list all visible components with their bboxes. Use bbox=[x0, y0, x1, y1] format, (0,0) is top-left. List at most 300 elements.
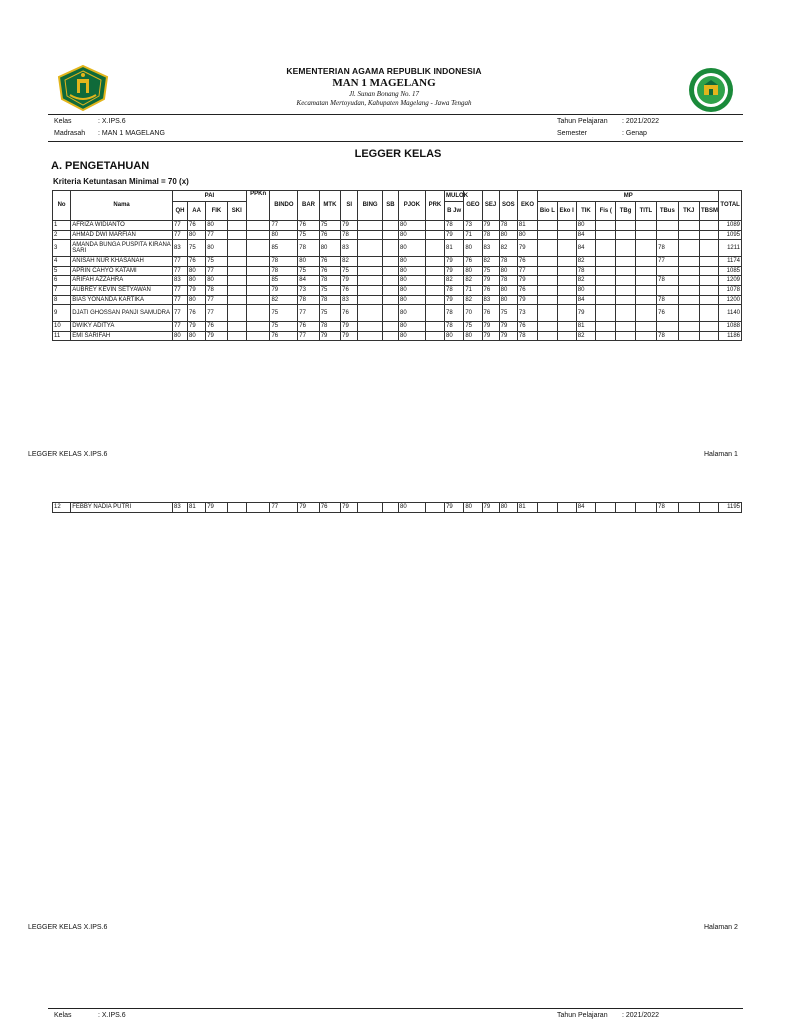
score-cell: 83 bbox=[482, 295, 499, 305]
score-cell bbox=[616, 285, 635, 295]
score-cell bbox=[557, 276, 576, 286]
col-fis: Fis ( bbox=[596, 202, 616, 221]
row-total: 1089 bbox=[719, 221, 742, 231]
col-ekoi: Eko I bbox=[557, 202, 576, 221]
col-mtk: MTK bbox=[319, 191, 340, 221]
score-cell: 82 bbox=[499, 240, 517, 257]
score-cell: 78 bbox=[657, 295, 678, 305]
score-cell bbox=[616, 503, 635, 513]
score-cell bbox=[227, 331, 246, 341]
score-cell bbox=[596, 331, 616, 341]
score-cell bbox=[557, 221, 576, 231]
col-eko: EKO bbox=[517, 191, 537, 221]
row-name: AFRIZA WIDIANTO bbox=[71, 221, 173, 231]
score-cell bbox=[616, 295, 635, 305]
score-cell bbox=[382, 285, 398, 295]
score-cell bbox=[596, 285, 616, 295]
kelas-value: : X.IPS.6 bbox=[98, 118, 126, 125]
score-cell bbox=[635, 221, 656, 231]
score-cell: 76 bbox=[464, 257, 482, 267]
score-cell bbox=[699, 230, 718, 240]
row-name: FEBBY NADIA PUTRI bbox=[71, 503, 173, 513]
score-cell bbox=[227, 240, 246, 257]
score-cell bbox=[635, 285, 656, 295]
score-cell bbox=[657, 285, 678, 295]
score-cell: 79 bbox=[517, 295, 537, 305]
madrasah-label: Madrasah bbox=[54, 130, 86, 137]
score-cell bbox=[538, 322, 557, 332]
score-cell: 79 bbox=[482, 322, 499, 332]
score-cell: 80 bbox=[187, 230, 205, 240]
score-cell: 80 bbox=[398, 266, 425, 276]
score-cell bbox=[557, 305, 576, 322]
score-cell: 80 bbox=[319, 240, 340, 257]
row-no: 1 bbox=[53, 221, 71, 231]
score-cell bbox=[382, 266, 398, 276]
score-cell: 77 bbox=[172, 230, 187, 240]
score-cell: 79 bbox=[187, 322, 205, 332]
score-cell bbox=[246, 276, 270, 286]
col-bjw: B Jw bbox=[445, 202, 464, 221]
score-cell: 78 bbox=[482, 230, 499, 240]
score-cell bbox=[425, 285, 444, 295]
score-cell: 80 bbox=[187, 276, 205, 286]
score-cell: 85 bbox=[270, 276, 298, 286]
col-sej: SEJ bbox=[482, 191, 499, 221]
score-cell bbox=[678, 230, 699, 240]
score-cell bbox=[227, 322, 246, 332]
score-cell: 77 bbox=[206, 295, 227, 305]
score-cell: 76 bbox=[319, 257, 340, 267]
col-fik: FIK bbox=[206, 202, 227, 221]
bottom-kelas-value: : X.IPS.6 bbox=[98, 1012, 126, 1019]
score-cell bbox=[596, 230, 616, 240]
score-cell bbox=[635, 240, 656, 257]
table-row bbox=[53, 295, 742, 305]
footer-page1-left: LEGGER KELAS X.IPS.6 bbox=[28, 451, 108, 458]
score-cell: 78 bbox=[657, 331, 678, 341]
score-cell bbox=[678, 266, 699, 276]
score-cell bbox=[227, 305, 246, 322]
score-cell bbox=[538, 276, 557, 286]
score-cell: 78 bbox=[657, 240, 678, 257]
score-cell: 79 bbox=[341, 276, 358, 286]
score-cell bbox=[358, 230, 383, 240]
score-cell: 78 bbox=[206, 285, 227, 295]
score-cell bbox=[227, 285, 246, 295]
score-cell bbox=[382, 240, 398, 257]
score-cell bbox=[678, 276, 699, 286]
score-cell bbox=[382, 276, 398, 286]
score-cell bbox=[557, 266, 576, 276]
score-cell bbox=[699, 285, 718, 295]
score-cell bbox=[382, 322, 398, 332]
score-cell: 71 bbox=[464, 285, 482, 295]
score-cell bbox=[227, 295, 246, 305]
score-cell: 83 bbox=[172, 276, 187, 286]
score-cell: 78 bbox=[576, 266, 595, 276]
score-cell bbox=[227, 230, 246, 240]
score-cell bbox=[358, 285, 383, 295]
table-row bbox=[53, 331, 742, 341]
score-cell: 79 bbox=[445, 266, 464, 276]
score-cell: 78 bbox=[341, 230, 358, 240]
score-cell: 76 bbox=[517, 257, 537, 267]
score-cell: 76 bbox=[319, 503, 340, 513]
score-cell: 79 bbox=[206, 331, 227, 341]
score-cell bbox=[616, 230, 635, 240]
row-no: 5 bbox=[53, 266, 71, 276]
madrasah-value: : MAN 1 MAGELANG bbox=[98, 130, 165, 137]
score-cell: 76 bbox=[319, 230, 340, 240]
score-cell: 76 bbox=[187, 221, 205, 231]
score-cell: 80 bbox=[517, 230, 537, 240]
score-cell: 76 bbox=[517, 285, 537, 295]
kkm-label: Kriteria Ketuntasan Minimal = 70 (x) bbox=[53, 177, 189, 186]
score-cell bbox=[699, 221, 718, 231]
ministry-name: KEMENTERIAN AGAMA REPUBLIK INDONESIA bbox=[286, 66, 482, 76]
score-cell bbox=[358, 322, 383, 332]
score-cell: 82 bbox=[576, 276, 595, 286]
score-cell: 80 bbox=[399, 503, 426, 513]
score-cell: 80 bbox=[398, 295, 425, 305]
score-cell bbox=[358, 295, 383, 305]
row-name: EMI SARIFAH bbox=[71, 331, 173, 341]
score-cell bbox=[557, 230, 576, 240]
score-cell: 76 bbox=[298, 322, 319, 332]
score-cell: 76 bbox=[517, 322, 537, 332]
score-cell: 82 bbox=[445, 276, 464, 286]
score-cell bbox=[382, 230, 398, 240]
score-cell: 80 bbox=[187, 331, 205, 341]
section-title: A. PENGETAHUAN bbox=[51, 160, 150, 172]
score-cell: 83 bbox=[341, 295, 358, 305]
score-cell: 79 bbox=[445, 230, 464, 240]
school-street: Jl. Sunan Bonang No. 17 bbox=[349, 90, 419, 98]
score-cell bbox=[616, 322, 635, 332]
score-cell bbox=[699, 305, 718, 322]
score-cell: 80 bbox=[206, 221, 227, 231]
score-cell bbox=[382, 221, 398, 231]
score-cell bbox=[616, 266, 635, 276]
score-cell: 80 bbox=[206, 276, 227, 286]
score-cell: 78 bbox=[657, 503, 678, 513]
row-name: ARIFAH AZZAHRA bbox=[71, 276, 173, 286]
score-cell bbox=[616, 257, 635, 267]
score-cell: 77 bbox=[172, 305, 187, 322]
score-cell: 78 bbox=[499, 221, 517, 231]
row-name: APRIN CAHYO KATAMI bbox=[71, 266, 173, 276]
score-cell: 77 bbox=[657, 257, 678, 267]
score-cell bbox=[425, 266, 444, 276]
score-cell: 76 bbox=[341, 305, 358, 322]
score-cell: 80 bbox=[464, 240, 482, 257]
score-cell: 77 bbox=[298, 331, 319, 341]
score-cell: 83 bbox=[482, 240, 499, 257]
score-cell: 80 bbox=[464, 503, 482, 513]
col-no: No bbox=[53, 191, 71, 221]
col-pjok: PJOK bbox=[398, 191, 425, 221]
score-cell: 80 bbox=[445, 331, 464, 341]
semester-value: : Genap bbox=[622, 130, 647, 137]
col-mulok: MULOK bbox=[445, 191, 464, 202]
score-cell: 81 bbox=[517, 503, 537, 513]
score-cell: 79 bbox=[341, 322, 358, 332]
score-cell bbox=[635, 257, 656, 267]
table-row bbox=[53, 240, 742, 257]
score-cell: 79 bbox=[499, 322, 517, 332]
score-cell: 78 bbox=[270, 266, 298, 276]
bottom-meta-kelas bbox=[54, 1012, 126, 1019]
score-cell bbox=[678, 503, 699, 513]
table-row bbox=[53, 276, 742, 286]
score-cell: 78 bbox=[517, 331, 537, 341]
score-cell bbox=[538, 230, 557, 240]
score-cell bbox=[557, 257, 576, 267]
score-cell: 83 bbox=[172, 240, 187, 257]
score-cell bbox=[246, 266, 270, 276]
score-cell: 82 bbox=[576, 331, 595, 341]
score-cell: 77 bbox=[270, 503, 298, 513]
score-cell: 82 bbox=[464, 295, 482, 305]
bottom-meta-tahun bbox=[557, 1012, 659, 1019]
score-cell bbox=[538, 266, 557, 276]
row-name: DWIKY ADITYA bbox=[71, 322, 173, 332]
score-cell: 75 bbox=[206, 257, 227, 267]
score-cell: 77 bbox=[172, 295, 187, 305]
score-cell bbox=[635, 503, 656, 513]
score-cell bbox=[538, 295, 557, 305]
score-cell: 78 bbox=[657, 276, 678, 286]
score-cell: 80 bbox=[398, 322, 425, 332]
score-cell bbox=[657, 322, 678, 332]
row-name: DJATI GHOSSAN PANJI SAMUDRA bbox=[71, 305, 173, 322]
score-cell: 77 bbox=[172, 257, 187, 267]
score-cell bbox=[557, 285, 576, 295]
score-cell bbox=[227, 503, 246, 513]
score-cell bbox=[227, 266, 246, 276]
score-cell bbox=[557, 331, 576, 341]
row-total: 1186 bbox=[719, 331, 742, 341]
score-cell: 80 bbox=[398, 230, 425, 240]
score-cell: 79 bbox=[319, 331, 340, 341]
score-cell: 81 bbox=[445, 240, 464, 257]
score-cell bbox=[425, 322, 444, 332]
score-cell bbox=[616, 221, 635, 231]
score-cell bbox=[657, 221, 678, 231]
score-cell: 77 bbox=[517, 266, 537, 276]
row-total: 1209 bbox=[719, 276, 742, 286]
row-name: AUBREY KEVIN SETYAWAN bbox=[71, 285, 173, 295]
score-cell bbox=[557, 240, 576, 257]
score-cell: 80 bbox=[398, 221, 425, 231]
col-ski: SKI bbox=[227, 202, 246, 221]
col-mp: MP bbox=[538, 191, 719, 202]
score-cell: 80 bbox=[187, 266, 205, 276]
score-cell bbox=[246, 230, 270, 240]
score-cell: 80 bbox=[398, 285, 425, 295]
score-cell: 80 bbox=[398, 257, 425, 267]
school-name: MAN 1 MAGELANG bbox=[332, 77, 436, 89]
score-cell: 79 bbox=[445, 503, 464, 513]
score-cell: 76 bbox=[482, 285, 499, 295]
score-cell: 79 bbox=[341, 331, 358, 341]
score-cell: 77 bbox=[172, 322, 187, 332]
score-cell: 83 bbox=[341, 240, 358, 257]
score-cell bbox=[382, 503, 398, 513]
score-cell bbox=[382, 305, 398, 322]
score-cell: 81 bbox=[517, 221, 537, 231]
score-cell bbox=[596, 257, 616, 267]
score-cell bbox=[635, 295, 656, 305]
score-cell: 76 bbox=[341, 285, 358, 295]
row-total: 1095 bbox=[719, 230, 742, 240]
score-cell bbox=[699, 331, 718, 341]
meta-kelas bbox=[54, 118, 126, 125]
score-cell: 80 bbox=[398, 276, 425, 286]
col-ppkn: PPKn bbox=[246, 191, 270, 221]
score-cell: 79 bbox=[482, 276, 499, 286]
score-cell: 78 bbox=[445, 285, 464, 295]
score-cell bbox=[616, 331, 635, 341]
score-cell bbox=[382, 295, 398, 305]
score-cell: 75 bbox=[319, 285, 340, 295]
score-cell: 80 bbox=[298, 257, 319, 267]
score-cell: 85 bbox=[270, 240, 298, 257]
score-cell: 76 bbox=[657, 305, 678, 322]
score-cell bbox=[538, 503, 557, 513]
score-cell bbox=[358, 266, 383, 276]
score-cell bbox=[678, 257, 699, 267]
score-cell: 77 bbox=[206, 266, 227, 276]
score-cell: 78 bbox=[298, 295, 319, 305]
score-cell bbox=[538, 221, 557, 231]
score-cell bbox=[699, 266, 718, 276]
row-total: 1088 bbox=[719, 322, 742, 332]
score-cell bbox=[699, 322, 718, 332]
bottom-tahun-value: : 2021/2022 bbox=[622, 1012, 659, 1019]
letterhead bbox=[0, 66, 768, 107]
score-cell: 81 bbox=[187, 503, 205, 513]
page-title: LEGGER KELAS bbox=[354, 148, 442, 160]
row-total: 1085 bbox=[719, 266, 742, 276]
score-cell: 80 bbox=[464, 266, 482, 276]
score-cell bbox=[246, 503, 270, 513]
score-cell bbox=[425, 230, 444, 240]
col-tbg: TBg bbox=[616, 202, 635, 221]
score-cell bbox=[657, 266, 678, 276]
score-cell bbox=[678, 295, 699, 305]
tahun-label: Tahun Pelajaran bbox=[557, 118, 608, 125]
score-cell: 82 bbox=[576, 257, 595, 267]
score-cell bbox=[596, 295, 616, 305]
score-cell bbox=[358, 503, 383, 513]
score-cell bbox=[616, 305, 635, 322]
score-cell: 76 bbox=[482, 305, 499, 322]
score-cell: 77 bbox=[206, 230, 227, 240]
col-tkj: TKJ bbox=[678, 202, 699, 221]
row-no: 2 bbox=[53, 230, 71, 240]
score-cell: 80 bbox=[464, 331, 482, 341]
table-row bbox=[53, 285, 742, 295]
score-cell bbox=[678, 322, 699, 332]
score-cell bbox=[382, 257, 398, 267]
score-cell: 78 bbox=[445, 221, 464, 231]
score-cell: 75 bbox=[482, 266, 499, 276]
score-cell bbox=[596, 305, 616, 322]
score-cell: 80 bbox=[499, 295, 517, 305]
score-cell bbox=[358, 221, 383, 231]
score-cell: 77 bbox=[172, 285, 187, 295]
score-cell: 77 bbox=[172, 221, 187, 231]
score-cell: 77 bbox=[298, 305, 319, 322]
score-cell: 76 bbox=[298, 221, 319, 231]
score-cell bbox=[635, 305, 656, 322]
score-cell: 78 bbox=[445, 305, 464, 322]
score-cell bbox=[538, 331, 557, 341]
score-cell bbox=[596, 276, 616, 286]
score-cell: 79 bbox=[482, 503, 499, 513]
score-cell: 75 bbox=[319, 305, 340, 322]
score-cell bbox=[425, 240, 444, 257]
col-sos: SOS bbox=[499, 191, 517, 221]
score-cell bbox=[425, 295, 444, 305]
col-total: TOTAL bbox=[719, 191, 742, 221]
legger-table-page2 bbox=[52, 502, 742, 513]
score-cell bbox=[425, 331, 444, 341]
score-cell: 75 bbox=[464, 322, 482, 332]
table-row bbox=[53, 221, 742, 231]
score-cell bbox=[699, 276, 718, 286]
score-cell: 77 bbox=[172, 266, 187, 276]
row-no: 9 bbox=[53, 305, 71, 322]
score-cell: 70 bbox=[464, 305, 482, 322]
footer-page2-right: Halaman 2 bbox=[704, 924, 738, 931]
score-cell: 80 bbox=[398, 240, 425, 257]
score-cell bbox=[358, 305, 383, 322]
meta-madrasah bbox=[54, 130, 165, 137]
row-total: 1200 bbox=[719, 295, 742, 305]
score-cell bbox=[538, 285, 557, 295]
score-cell: 76 bbox=[319, 266, 340, 276]
tahun-value: : 2021/2022 bbox=[622, 118, 659, 125]
score-cell: 73 bbox=[298, 285, 319, 295]
score-cell bbox=[596, 221, 616, 231]
score-cell: 73 bbox=[464, 221, 482, 231]
score-cell: 79 bbox=[482, 221, 499, 231]
col-bindo: BINDO bbox=[270, 191, 298, 221]
score-cell: 79 bbox=[499, 331, 517, 341]
row-name: BIAS YONANDA KARTIKA bbox=[71, 295, 173, 305]
score-cell: 76 bbox=[270, 331, 298, 341]
meta-semester bbox=[557, 130, 647, 137]
score-cell: 79 bbox=[445, 257, 464, 267]
row-no: 3 bbox=[53, 240, 71, 257]
row-no: 7 bbox=[53, 285, 71, 295]
score-cell: 79 bbox=[341, 221, 358, 231]
row-no: 10 bbox=[53, 322, 71, 332]
score-cell bbox=[246, 285, 270, 295]
score-cell: 75 bbox=[499, 305, 517, 322]
col-tbsm: TBSM bbox=[699, 202, 718, 221]
score-cell: 79 bbox=[298, 503, 319, 513]
score-cell bbox=[557, 322, 576, 332]
row-total: 1174 bbox=[719, 257, 742, 267]
score-cell bbox=[246, 257, 270, 267]
col-tbus: TBus bbox=[657, 202, 678, 221]
score-cell: 75 bbox=[298, 230, 319, 240]
score-cell: 79 bbox=[270, 285, 298, 295]
